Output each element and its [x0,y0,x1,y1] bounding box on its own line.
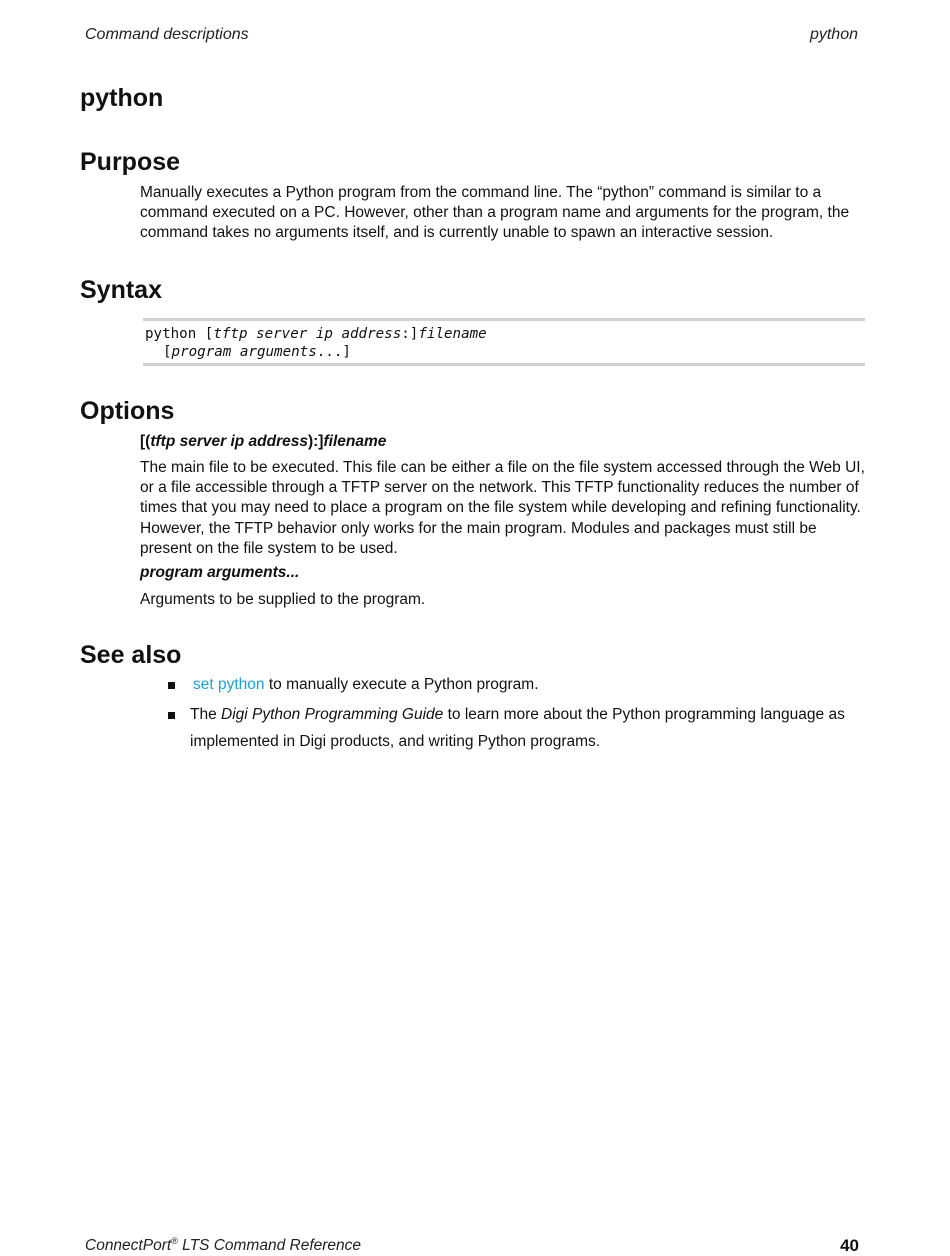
purpose-text: Manually executes a Python program from the command line. The “python” command is similar to a command executed on a PC. However, other than a program name and arguments for the program, the command takes no arguments itself, and is currently unable to spawn an interactive session. [140,184,850,242]
option-filename-term [140,433,386,451]
syntax-open-bracket-2: [ [163,344,172,360]
syntax-line-1 [145,325,487,343]
see-also-list [168,671,868,755]
see-also-heading: See also [80,641,182,669]
syntax-tftp-arg: tftp server ip address [213,326,402,342]
syntax-open-bracket: [ [196,326,214,342]
option-filename: filename [323,433,387,450]
list-item [168,701,868,755]
syntax-command: python [145,326,197,342]
set-python-link[interactable]: set python [193,676,265,693]
syntax-heading: Syntax [80,276,162,304]
page-number: 40 [840,1236,859,1255]
syntax-colon-bracket: :] [401,326,419,342]
python-guide-title: Digi Python Programming Guide [221,706,444,723]
syntax-program-args: program arguments [171,344,317,360]
option-tftp-arg: tftp server ip address [150,433,308,450]
see-also-item-1-text: to manually execute a Python program. [264,676,539,693]
option-prefix: [( [140,433,151,450]
option-filename-description: The main file to be executed. This file can be either a file on the file system accessed through the Web UI, or a file accessible through a TFTP server on the network. This TFTP functionality reduces the number of times that you may need to place a program on the file system while developing and refining functionality. However, the TFTP behavior only works for the main program. Modules and packages must still be present on the file system to be used. [140,459,865,557]
footer-document-title [85,1236,361,1255]
bullet-square-icon [168,682,175,689]
see-also-item-2-prefix: The [190,706,222,723]
footer-suffix: LTS Command Reference [177,1237,362,1255]
bullet-square-icon [168,712,175,719]
header-command-name: python [809,26,858,43]
see-also-item-2-text: to learn more about the Python programming language as implemented in Digi products, and writing Python programs. [190,706,845,750]
syntax-code-block [143,318,865,366]
option-mid: ):] [307,433,324,450]
footer-product: ConnectPort [85,1237,172,1255]
running-header [85,26,858,44]
list-item [168,671,868,698]
options-heading: Options [80,397,175,425]
syntax-line-2 [163,343,351,361]
purpose-heading: Purpose [80,148,181,176]
header-section-name: Command descriptions [85,26,249,43]
page-title: python [80,84,164,112]
option-program-args-description: Arguments to be supplied to the program. [140,591,426,608]
option-program-args-term: program arguments... [140,564,300,581]
registered-mark: ® [171,1236,178,1246]
syntax-close-bracket: ...] [316,344,351,360]
syntax-filename: filename [418,326,487,342]
